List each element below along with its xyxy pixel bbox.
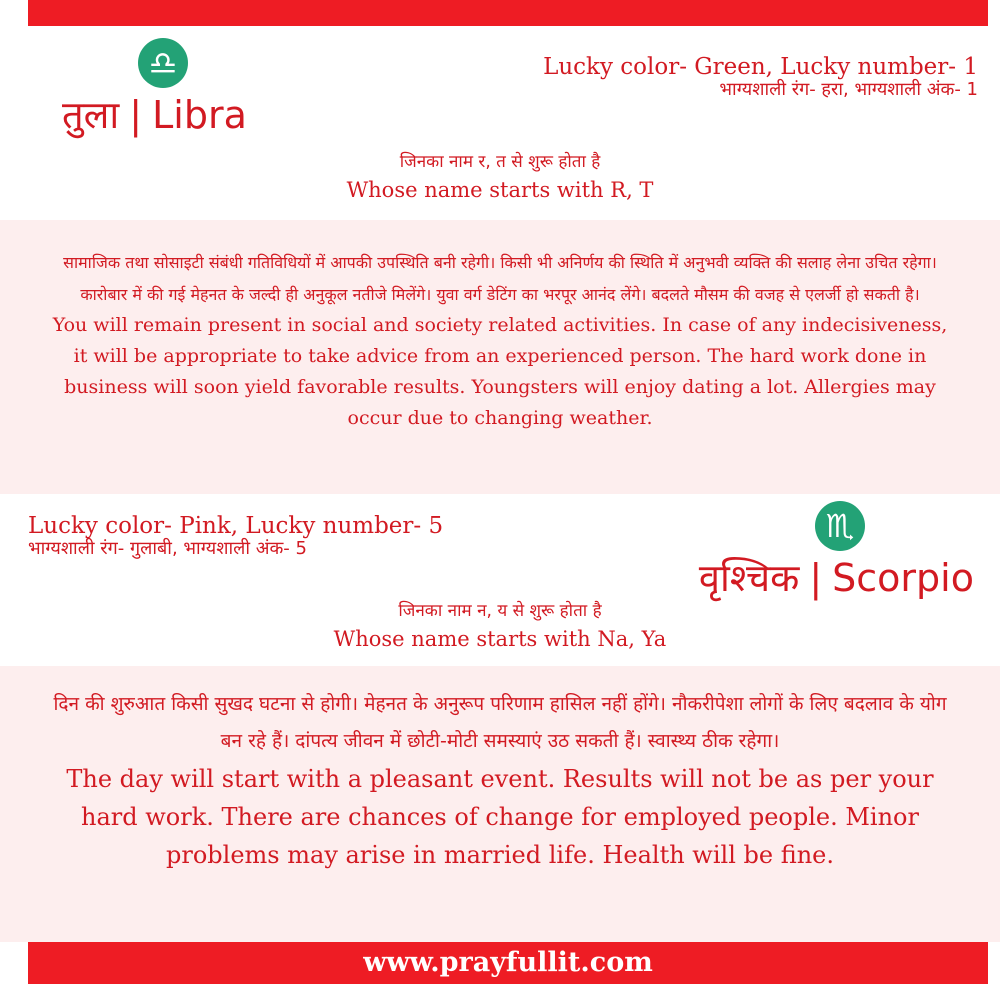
scorpio-separator: | [809,556,823,600]
scorpio-name-english: Scorpio [832,556,974,600]
footer-website[interactable]: www.prayfullit.com [28,942,988,984]
scorpio-prediction-english: The day will start with a pleasant event. Results will not be as per your hard work. There are chances of change for employed people. Minor problems may arise in married life. Health will be fine. [66,765,934,869]
libra-name-start [0,149,1000,205]
scorpio-sign-title [698,556,974,600]
libra-symbol-icon: ♎ [138,38,188,88]
libra-prediction-english: You will remain present in social and society related activities. In case of any indecisiveness, it will be appropriate to take advice from an experienced person. The hard work done in business will soon yield favorable results. Youngsters will enjoy dating a lot. Allergies may occur due to changing weather. [52,314,948,429]
libra-name-start-english: Whose name starts with R, T [346,178,654,203]
scorpio-name-start [0,598,1000,654]
scorpio-prediction-panel [0,666,1000,942]
libra-name-english: Libra [152,93,247,137]
scorpio-symbol-icon: ♏ [815,501,865,551]
libra-lucky-english: Lucky color- Green, Lucky number- 1 [543,54,978,80]
scorpio-lucky-info [28,513,443,560]
scorpio-name-start-english: Whose name starts with Na, Ya [333,627,667,652]
scorpio-name-hindi: वृश्चिक [698,556,800,600]
libra-prediction-hindi: सामाजिक तथा सोसाइटी संबंधी गतिविधियों में आपकी उपस्थिति बनी रहेगी। किसी भी अनिर्णय की स्थिति में अनुभवी व्यक्ति की सलाह लेना उचित रहेगा। कारोबार में की गई मेहनत के जल्दी ही अनुकूल नतीजे मिलेंगे। युवा वर्ग डेटिंग का भरपूर आनंद लेंगे। बदलते मौसम की वजह से एलर्जी हो सकती है। [63,253,937,304]
libra-lucky-info [543,54,978,101]
libra-prediction-panel [0,220,1000,494]
scorpio-lucky-hindi: भाग्यशाली रंग- गुलाबी, भाग्यशाली अंक- 5 [28,538,307,560]
scorpio-name-start-hindi: जिनका नाम न, य से शुरू होता है [398,601,602,621]
libra-separator: | [129,93,143,137]
scorpio-lucky-english: Lucky color- Pink, Lucky number- 5 [28,513,444,539]
libra-lucky-hindi: भाग्यशाली रंग- हरा, भाग्यशाली अंक- 1 [719,79,978,101]
top-red-bar [28,0,988,26]
scorpio-prediction-hindi: दिन की शुरुआत किसी सुखद घटना से होगी। मेहनत के अनुरूप परिणाम हासिल नहीं होंगे। नौकरीपेशा लोगों के लिए बदलाव के योग बन रहे हैं। दांपत्य जीवन में छोटी-मोटी समस्याएं उठ सकती हैं। स्वास्थ्य ठीक रहेगा। [53,693,947,752]
libra-sign-title [62,93,247,137]
libra-name-start-hindi: जिनका नाम र, त से शुरू होता है [399,152,601,172]
libra-name-hindi: तुला [62,93,120,137]
